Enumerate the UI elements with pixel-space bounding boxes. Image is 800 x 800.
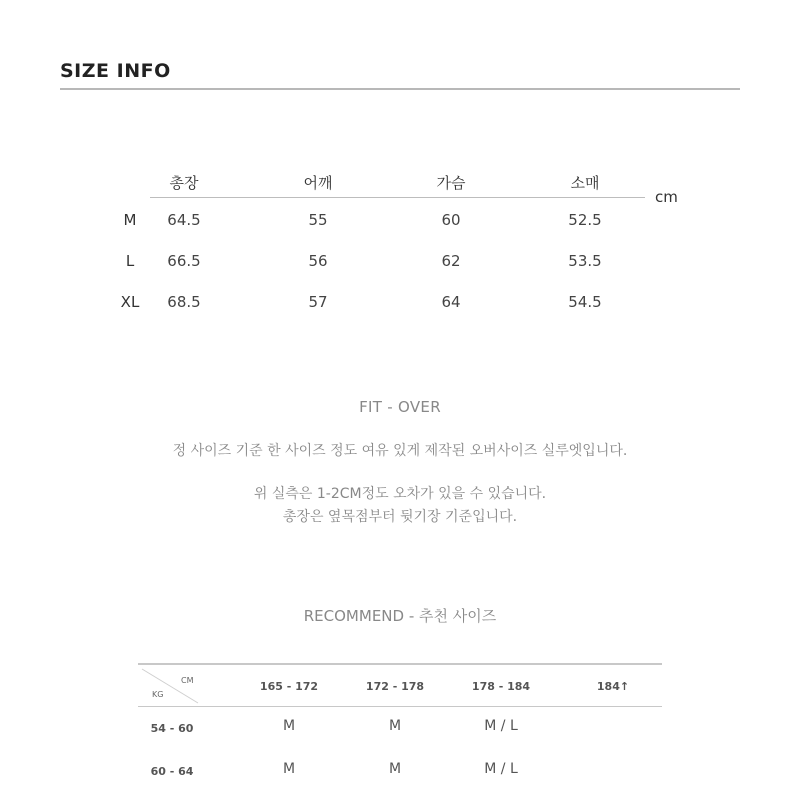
measurement-note: 위 실측은 1-2CM정도 오차가 있을 수 있습니다.: [253, 486, 547, 502]
recommend-cell: M: [282, 718, 296, 734]
size-cell: 52.5: [568, 211, 602, 229]
size-row-label: L: [125, 252, 135, 270]
size-cell: 68.5: [167, 293, 201, 311]
corner-cm-label: CM: [181, 676, 194, 685]
fit-description: 정 사이즈 기준 한 사이즈 정도 여유 있게 제작된 오버사이즈 실루엣입니다.: [172, 443, 628, 459]
recommend-header-divider: [138, 706, 662, 707]
size-unit: cm: [655, 188, 678, 206]
recommend-cell: M: [388, 761, 402, 777]
recommend-cell: M / L: [484, 761, 518, 777]
corner-diagonal: [140, 667, 200, 707]
size-header-shoulder: 어깨: [303, 174, 333, 192]
size-cell: 62: [441, 252, 461, 270]
size-cell: 54.5: [568, 293, 602, 311]
weight-row-label: 54 - 60: [150, 722, 194, 735]
length-note: 총장은 옆목점부터 뒷기장 기준입니다.: [282, 509, 518, 525]
height-column-header: 172 - 178: [365, 680, 425, 693]
corner-kg-label: KG: [152, 690, 164, 699]
size-row-label: XL: [120, 293, 140, 311]
size-cell: 57: [308, 293, 328, 311]
size-header-chest: 가슴: [436, 174, 466, 192]
section-title: SIZE INFO: [60, 60, 171, 82]
height-column-header: 178 - 184: [471, 680, 531, 693]
size-cell: 53.5: [568, 252, 602, 270]
fit-title: FIT - OVER: [359, 398, 441, 416]
title-divider: [60, 88, 740, 90]
recommend-cell: M: [282, 761, 296, 777]
size-cell: 66.5: [167, 252, 201, 270]
size-row-label: M: [123, 211, 137, 229]
size-cell: 64: [441, 293, 461, 311]
size-header-sleeve: 소매: [570, 174, 600, 192]
size-header-divider: [150, 197, 645, 198]
height-column-header: 184↑: [596, 680, 630, 693]
size-cell: 64.5: [167, 211, 201, 229]
size-header-length: 총장: [169, 174, 199, 192]
weight-row-label: 60 - 64: [150, 765, 194, 778]
recommend-title: RECOMMEND - 추천 사이즈: [303, 607, 497, 625]
recommend-cell: M: [388, 718, 402, 734]
height-column-header: 165 - 172: [259, 680, 319, 693]
recommend-cell: M / L: [484, 718, 518, 734]
size-cell: 60: [441, 211, 461, 229]
size-cell: 55: [308, 211, 328, 229]
recommend-top-divider: [138, 663, 662, 665]
size-cell: 56: [308, 252, 328, 270]
